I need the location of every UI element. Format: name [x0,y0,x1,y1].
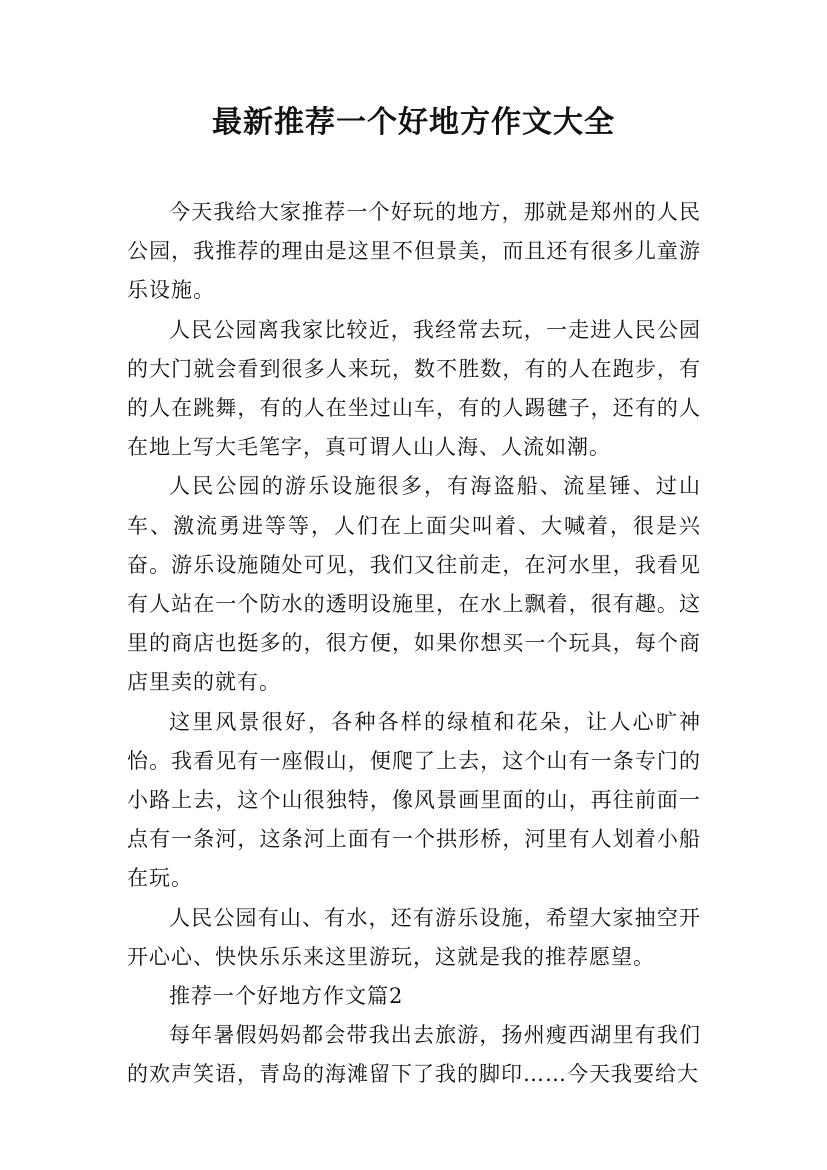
section-paragraph-1: 每年暑假妈妈都会带我出去旅游，扬州瘦西湖里有我们的欢声笑语，青岛的海滩留下了我的脚印……今天我要给大 [127,1023,701,1087]
paragraph-2: 人民公园离我家比较近，我经常去玩，一走进人民公园的大门就会看到很多人来玩，数不胜数，有的人在跑步，有的人在跳舞，有的人在坐过山车，有的人踢毽子，还有的人在地上写大毛笔字，真可谓人山人海、人流如潮。 [127,317,701,460]
paragraph-4: 这里风景很好，各种各样的绿植和花朵，让人心旷神怡。我看见有一座假山，便爬了上去，这个山有一条专门的小路上去，这个山很独特，像风景画里面的山，再往前面一点有一条河，这条河上面有一个拱形桥，河里有人划着小船在玩。 [127,709,701,891]
document-body [127,193,701,1095]
section-heading: 推荐一个好地方作文篇2 [169,984,404,1009]
paragraph-3: 人民公园的游乐设施很多，有海盗船、流星锤、过山车、激流勇进等等，人们在上面尖叫着、大喊着，很是兴奋。游乐设施随处可见，我们又往前走，在河水里，我看见有人站在一个防水的透明设施里，在水上飘着，很有趣。这里的商店也挺多的，很方便，如果你想买一个玩具，每个商店里卖的就有。 [127,474,701,695]
paragraph-1: 今天我给大家推荐一个好玩的地方，那就是郑州的人民公园，我推荐的理由是这里不但景美，而且还有很多儿童游乐设施。 [127,200,701,303]
paragraph-5: 人民公园有山、有水，还有游乐设施，希望大家抽空开开心心、快快乐乐来这里游玩，这就是我的推荐愿望。 [127,905,701,969]
document-title: 最新推荐一个好地方作文大全 [212,105,615,140]
